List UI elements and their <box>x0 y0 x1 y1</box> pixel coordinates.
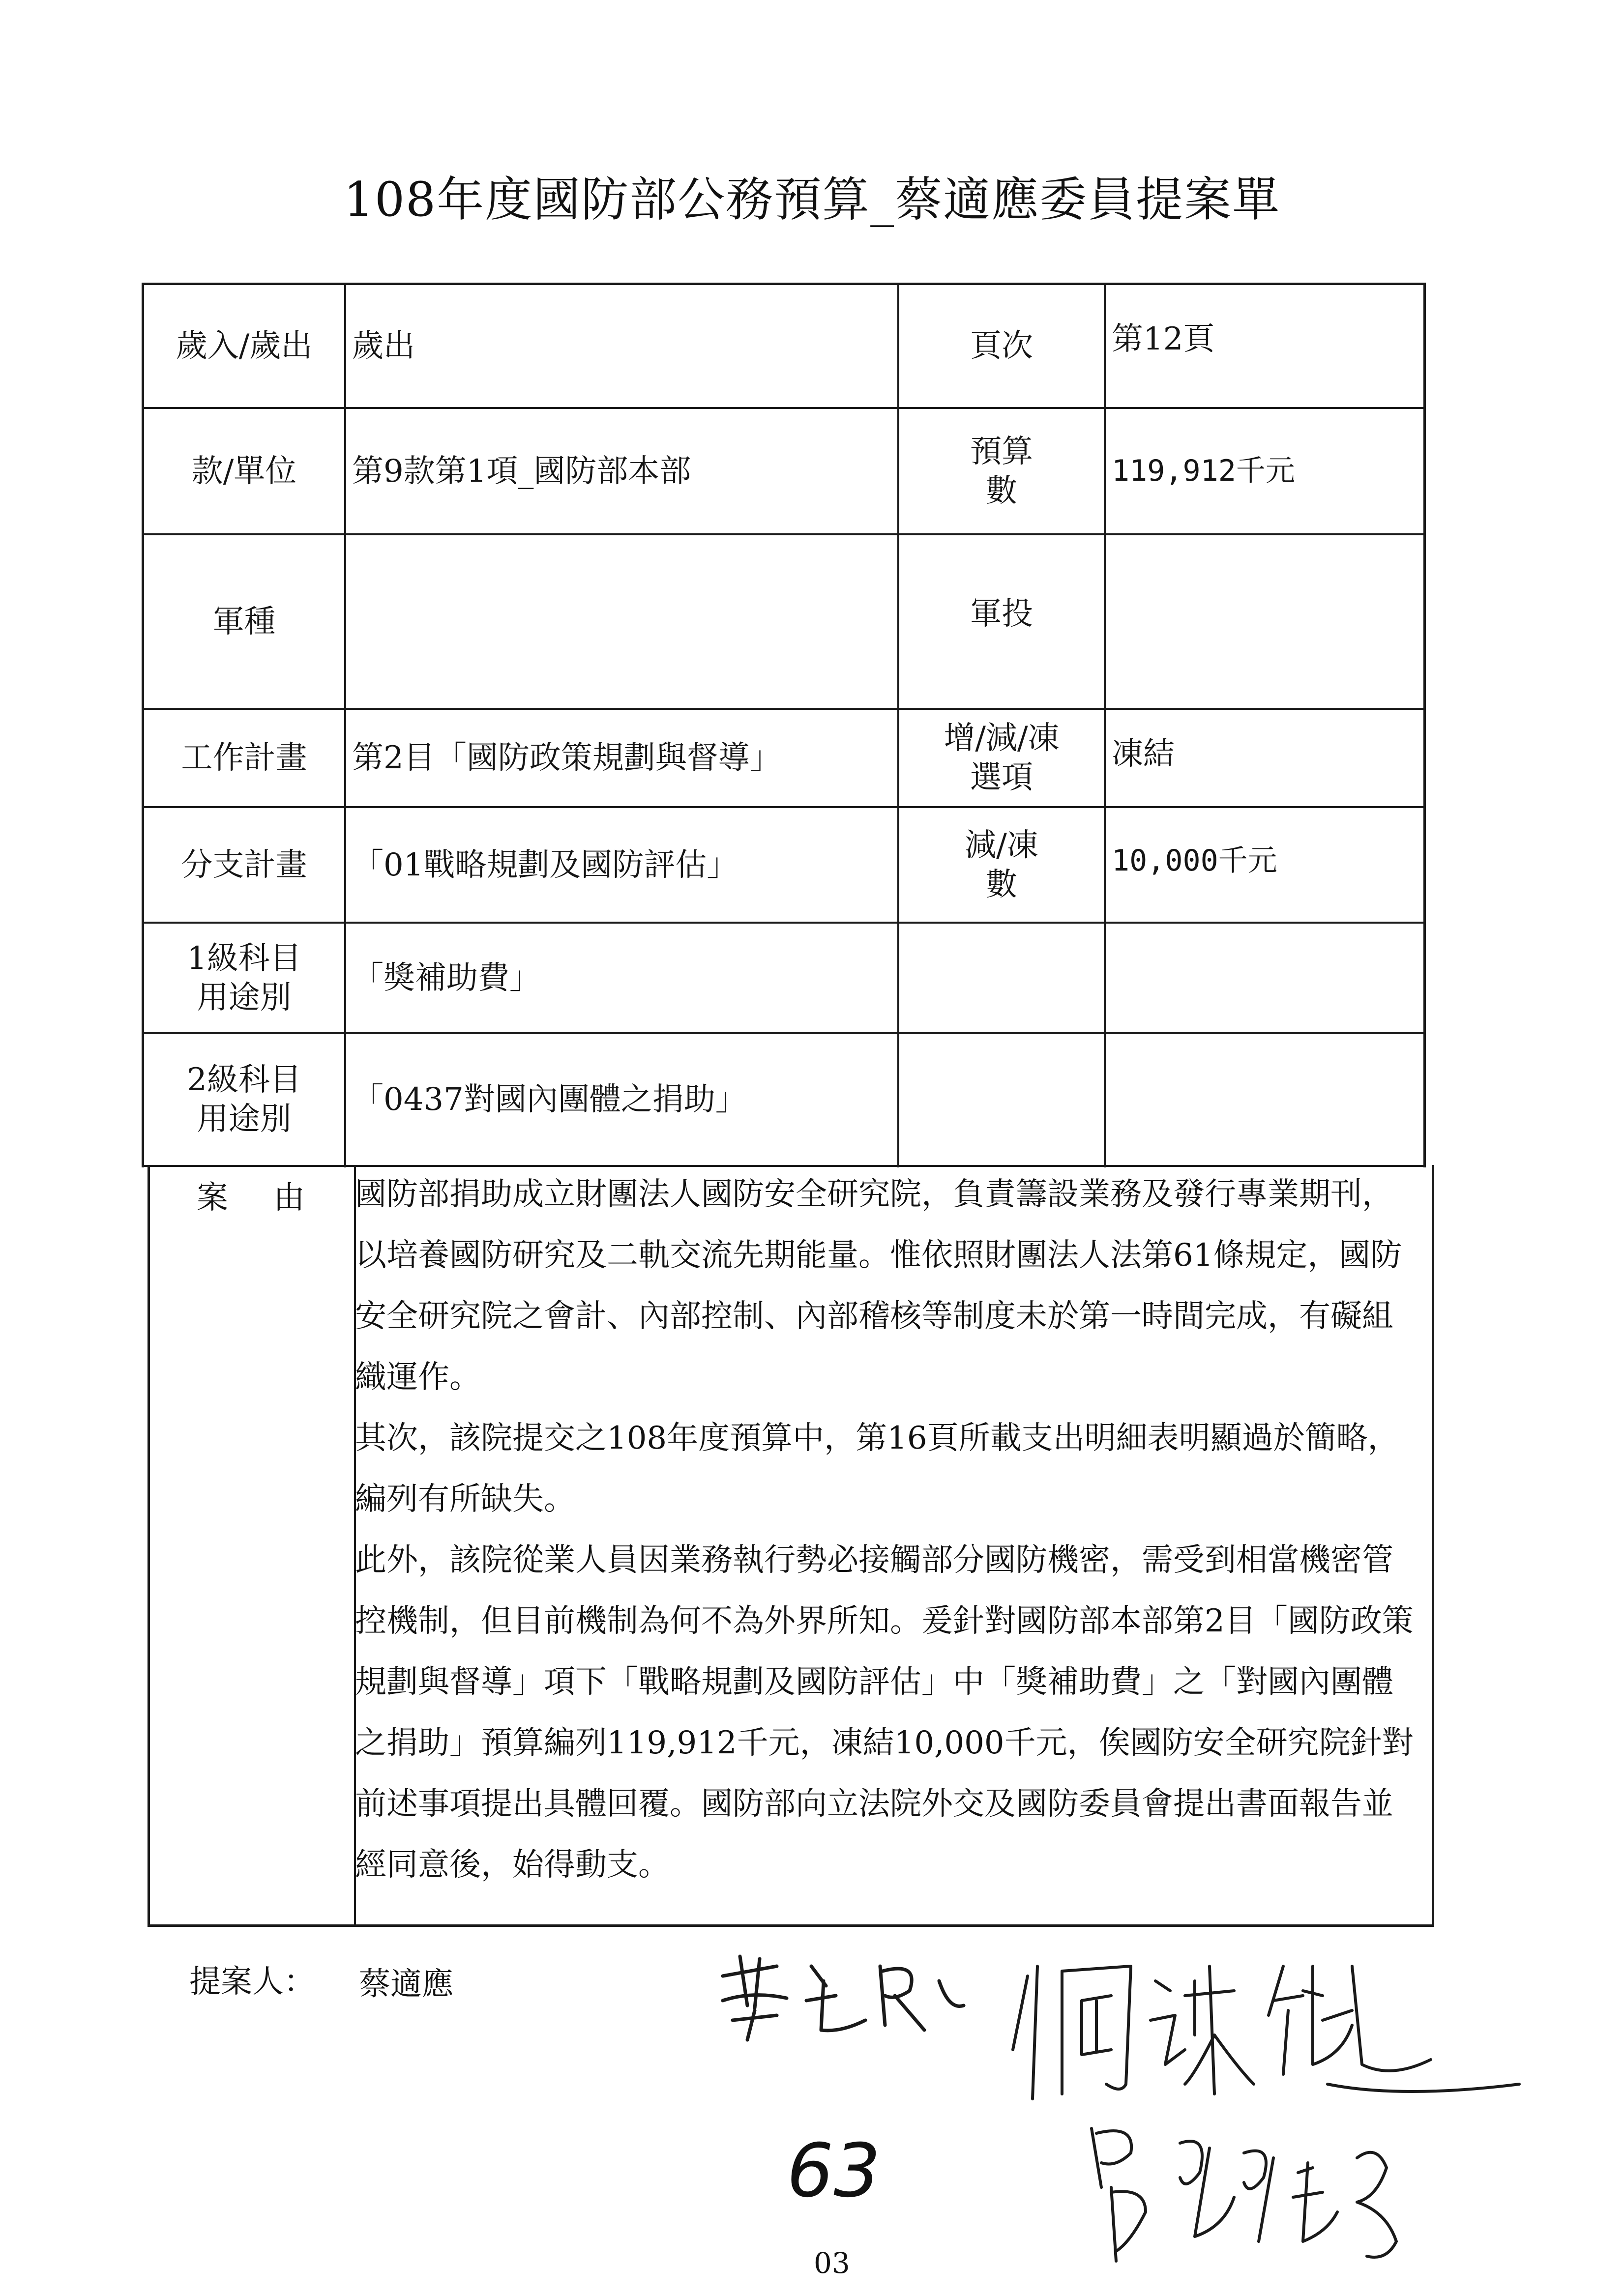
reason-line: 此外，該院從業人員因業務執行勢必接觸部分國防機密，需受到相當機密管 <box>355 1542 1393 1578</box>
page-no-value: 第12頁 <box>1112 321 1215 357</box>
reason-line: 規劃與督導」項下「戰略規劃及國防評估」中「獎補助費」之「對國內團體 <box>355 1664 1393 1700</box>
reason-line: 之捐助」預算編列119,912千元，凍結10,000千元，俟國防安全研究院針對 <box>355 1725 1414 1761</box>
section-unit-value: 第9款第1項_國防部本部 <box>352 453 691 490</box>
level2-subject-label-line1: 2級科目 <box>187 1062 301 1098</box>
page-number: 03 <box>814 2246 850 2280</box>
signature-3 <box>1082 2114 1436 2281</box>
handwritten-page-mark: 63 <box>787 2128 881 2214</box>
row-income-expense-value: 歲出 <box>352 328 415 364</box>
row-income-expense-label: 歲入/歲出 <box>176 328 313 364</box>
proposer-name: 蔡適應 <box>359 1966 453 2003</box>
military-investment-label: 軍投 <box>970 596 1033 632</box>
military-investment-value <box>1106 535 1423 708</box>
budget-amount-label-line1: 預算 <box>970 433 1033 470</box>
reason-line: 控機制，但目前機制為何不為外界所知。爰針對國防部本部第2目「國防政策 <box>355 1603 1414 1639</box>
table-border-right <box>1423 283 1426 1167</box>
proposer-label: 提案人： <box>189 1964 315 2000</box>
level2-subject-label <box>144 1034 344 1165</box>
level2-subject-label-line2: 用途別 <box>197 1101 292 1137</box>
level1-subject-label-line1: 1級科目 <box>187 940 301 977</box>
level1-subject-label-line2: 用途別 <box>197 979 292 1016</box>
page-no-label: 頁次 <box>970 328 1033 364</box>
adjust-option-label-line1: 增/減/凍 <box>944 720 1060 756</box>
branch-plan-value: 「01戰略規劃及國防評估」 <box>352 846 738 883</box>
work-plan-value: 第2目「國防政策規劃與督導」 <box>352 740 781 776</box>
reason-border-right <box>1432 1165 1434 1927</box>
reduce-freeze-amount-label-line2: 數 <box>986 866 1017 903</box>
reason-line: 織運作。 <box>355 1359 481 1395</box>
reason-line: 安全研究院之會計、內部控制、內部稽核等制度未於第一時間完成，有礙組 <box>355 1298 1393 1335</box>
reduce-freeze-amount-label <box>899 808 1104 922</box>
signature-2 <box>1008 1937 1529 2123</box>
level1-subject-value: 「獎補助費」 <box>352 959 541 996</box>
reason-line: 以培養國防研究及二軌交流先期能量。惟依照財團法人法第61條規定，國防 <box>355 1237 1402 1274</box>
reason-label-left: 案 <box>197 1180 228 1216</box>
service-branch-value <box>346 535 897 708</box>
section-unit-label: 款/單位 <box>191 453 297 490</box>
service-branch-label: 軍種 <box>212 603 276 640</box>
adjust-option-label <box>899 710 1104 806</box>
reason-label <box>148 1172 354 1216</box>
budget-amount-label <box>899 409 1104 533</box>
work-plan-label: 工作計畫 <box>181 740 307 776</box>
level2-subject-value: 「0437對國內團體之捐助」 <box>352 1081 747 1118</box>
reason-border-bottom <box>148 1924 1434 1927</box>
reduce-freeze-amount-label-line1: 減/凍 <box>965 827 1038 864</box>
reason-line: 經同意後，始得動支。 <box>355 1847 670 1883</box>
adjust-option-value: 凍結 <box>1112 736 1175 772</box>
reason-line: 其次，該院提交之108年度預算中，第16頁所載支出明細表明顯過於簡略， <box>355 1420 1399 1456</box>
adjust-option-label-line2: 選項 <box>970 759 1033 796</box>
reason-label-right: 由 <box>273 1180 305 1216</box>
branch-plan-label: 分支計畫 <box>181 846 307 883</box>
budget-amount-value: 119,912千元 <box>1112 454 1295 488</box>
document-title: 108年度國防部公務預算_蔡適應委員提案單 <box>343 172 1281 227</box>
reduce-freeze-amount-value: 10,000千元 <box>1112 843 1277 878</box>
budget-amount-label-line2: 數 <box>986 472 1017 509</box>
reason-border-left <box>148 1165 150 1927</box>
reason-line: 前述事項提出具體回覆。國防部向立法院外交及國防委員會提出書面報告並 <box>355 1786 1393 1822</box>
level1-subject-label <box>144 924 344 1032</box>
reason-text <box>355 1164 1427 1895</box>
reason-line: 國防部捐助成立財團法人國防安全研究院，負責籌設業務及發行專業期刊， <box>355 1176 1393 1213</box>
reason-line: 編列有所缺失。 <box>355 1481 575 1517</box>
signature-1 <box>713 1947 969 2045</box>
